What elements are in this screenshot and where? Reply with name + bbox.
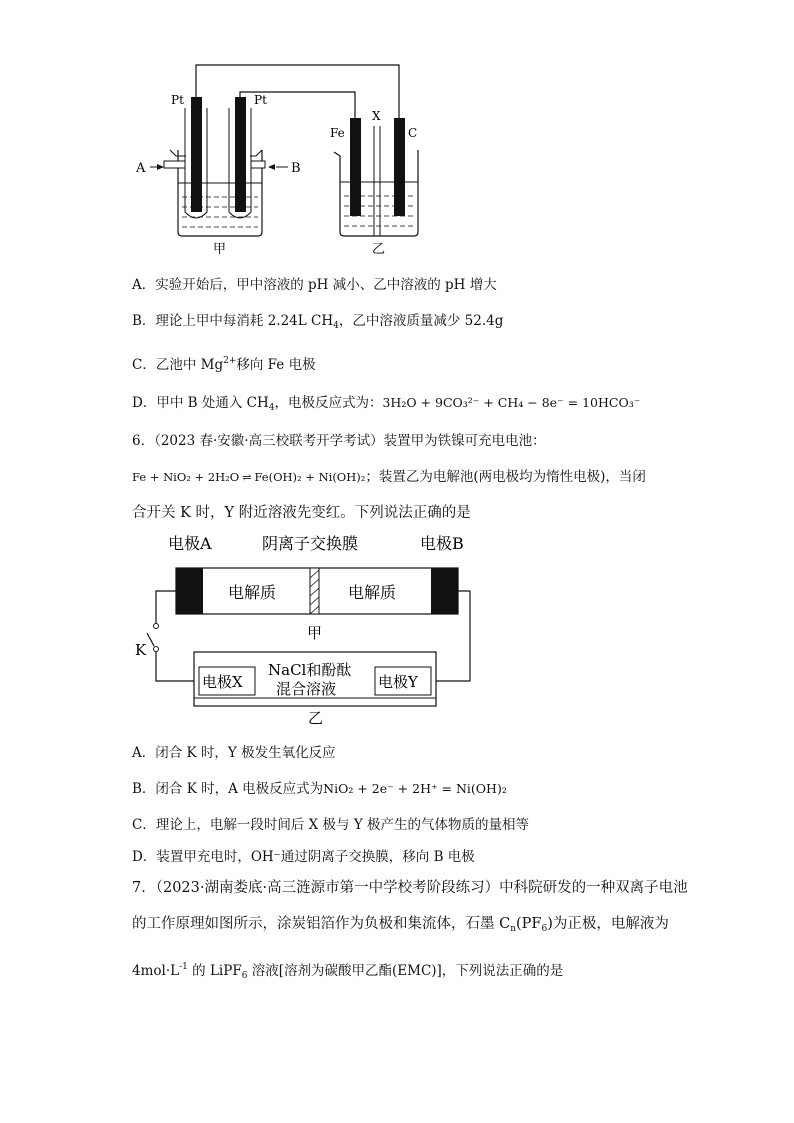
label-electrode-y: 电极Y [378, 673, 418, 691]
label-x: X [372, 109, 381, 123]
label-solution-2: 混合溶液 [276, 680, 337, 698]
q6-option-d: D．装置甲充电时，OH⁻通过阴离子交换膜，移向 B 电极 [132, 849, 475, 865]
label-electrode-a: 电极A [168, 534, 212, 553]
fe-electrode [350, 118, 361, 216]
label-jia: 甲 [213, 242, 227, 257]
beaker-jia [164, 97, 265, 236]
pt-electrode-right [235, 97, 246, 212]
c-electrode [394, 118, 405, 216]
q7-stem-2: 的工作原理如图所示，涂炭铝箔作为负极和集流体，石墨 $C_n(PF_6)$为正极，电解液为 [132, 916, 669, 934]
figure-fuel-cell [0, 0, 794, 270]
q6-stem-2: 合开关 K 时，Y 附近溶液先变红。下列说法正确的是 [132, 505, 471, 521]
label-yi-2: 乙 [308, 709, 324, 727]
q5-option-c: C．乙池中 $Mg^{2+}$移向 Fe 电极 [132, 356, 316, 373]
label-electrode-x: 电极X [202, 673, 243, 691]
label-b: B [291, 161, 301, 176]
arrow-b-icon [268, 164, 288, 170]
label-c: C [408, 126, 418, 140]
label-electrolyte-right: 电解质 [348, 583, 397, 602]
q5-option-b: B．理论上甲中每消耗 2.24L $CH_4$，乙中溶液质量减少 52.4g [132, 313, 504, 331]
arrow-a-icon [150, 164, 164, 170]
label-fe: Fe [330, 126, 345, 140]
label-jia-2: 甲 [307, 624, 323, 642]
q7-stem-3: $4mol\cdot L^{-1}$ 的 LiPF$_6$ 溶液[溶剂为碳酸甲乙酯(EMC)]，下列说法正确的是 [132, 962, 564, 981]
label-pt-left: Pt [171, 93, 184, 107]
q6-stem-equation: Fe + NiO₂ + 2H₂O ⇌ Fe(OH)₂ + Ni(OH)₂；装置乙为电解池(两电极均为惰性电极)，当闭 [132, 469, 646, 485]
q5-option-d: D．甲中 B 处通入 $CH_4$，电极反应式为：3H₂O + 9CO₃²⁻ + CH₄ − 8e⁻ = 10HCO₃⁻ [132, 395, 641, 413]
membrane-hatch [310, 568, 319, 614]
label-electrode-b: 电极B [420, 534, 464, 553]
q6-option-a: A．闭合 K 时，Y 极发生氧化反应 [132, 745, 336, 761]
label-a: A [136, 161, 146, 176]
q6-option-b: B．闭合 K 时，A 电极反应式为NiO₂ + 2e⁻ + 2H⁺ = Ni(OH)₂ [132, 781, 507, 797]
beaker-yi [334, 118, 418, 236]
label-electrolyte-left: 电解质 [228, 583, 277, 602]
q6-stem: 6．（2023 春·安徽·高三校联考开学考试）装置甲为铁镍可充电电池： [132, 433, 546, 449]
label-pt-right: Pt [254, 93, 267, 107]
electrode-a-block [176, 568, 203, 614]
pt-electrode-left [191, 97, 202, 212]
label-solution-1: NaCl和酚酞 [268, 661, 352, 679]
q6-option-c: C．理论上，电解一段时间后 X 极与 Y 极产生的气体物质的量相等 [132, 817, 530, 833]
label-membrane: 阴离子交换膜 [262, 534, 359, 553]
switch-k-icon [147, 624, 159, 652]
q5-option-a: A．实验开始后，甲中溶液的 pH 减小、乙中溶液的 pH 增大 [132, 277, 497, 293]
label-yi: 乙 [372, 242, 386, 257]
electrode-b-block [431, 568, 458, 614]
figure-battery-electrolysis [0, 528, 794, 728]
label-k: K [135, 641, 147, 659]
q7-stem-1: 7．（2023·湖南娄底·高三涟源市第一中学校考阶段练习）中科院研发的一种双离子电池 [132, 880, 688, 896]
